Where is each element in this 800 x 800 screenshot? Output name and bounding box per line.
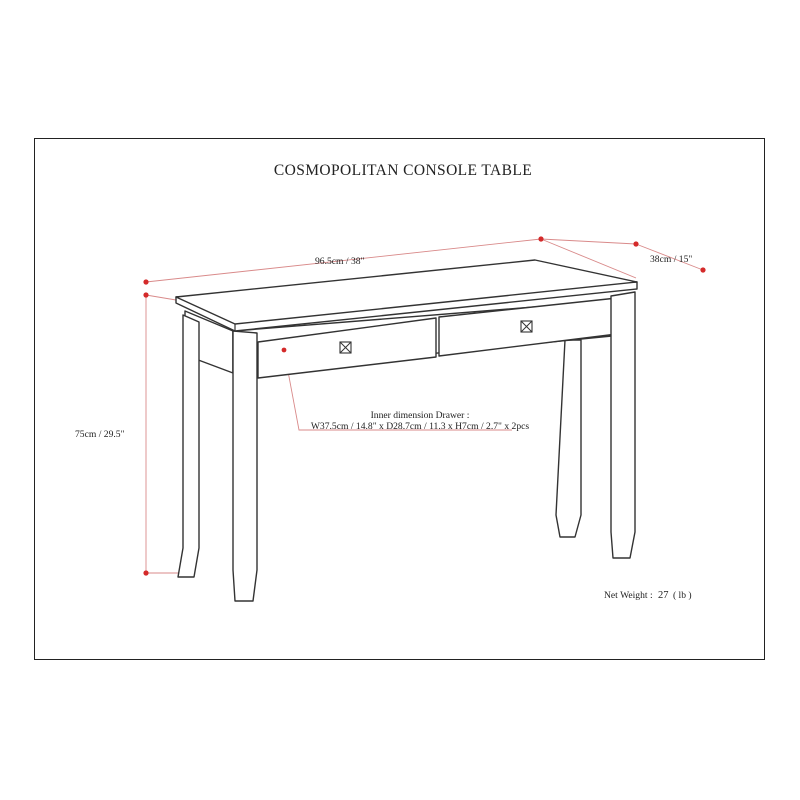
- front-right-leg: [611, 292, 635, 558]
- front-left-leg: [233, 331, 257, 601]
- net-weight-value: 27: [658, 590, 669, 601]
- width-point-right: [538, 236, 543, 241]
- drawer-point: [282, 348, 287, 353]
- width-label: 96.5cm / 38": [315, 256, 365, 267]
- height-point-bottom: [143, 570, 148, 575]
- depth-point-back: [633, 241, 638, 246]
- net-weight: [604, 590, 692, 601]
- page-title: COSMOPOLITAN CONSOLE TABLE: [273, 162, 533, 179]
- net-weight-unit: ( lb ): [672, 590, 692, 601]
- height-extension-line-top: [146, 295, 176, 300]
- depth-label: 38cm / 15": [650, 254, 693, 265]
- left-drawer-knob-icon: [340, 342, 351, 353]
- drawer-heading: Inner dimension Drawer :: [370, 410, 470, 421]
- depth-point-front: [700, 267, 705, 272]
- height-point-top: [143, 292, 148, 297]
- right-drawer-knob-icon: [521, 321, 532, 332]
- width-point-left: [143, 279, 148, 284]
- drawer-size: W37.5cm / 14.8" x D28.7cm / 11.3 x H7cm / 2.7" x 2pcs: [310, 421, 530, 432]
- depth-extension-line-top: [541, 239, 636, 244]
- back-right-leg: [556, 340, 581, 537]
- height-label: 75cm / 29.5": [75, 429, 125, 440]
- front-left-leg-far: [178, 315, 199, 577]
- net-weight-label: Net Weight :: [604, 590, 653, 601]
